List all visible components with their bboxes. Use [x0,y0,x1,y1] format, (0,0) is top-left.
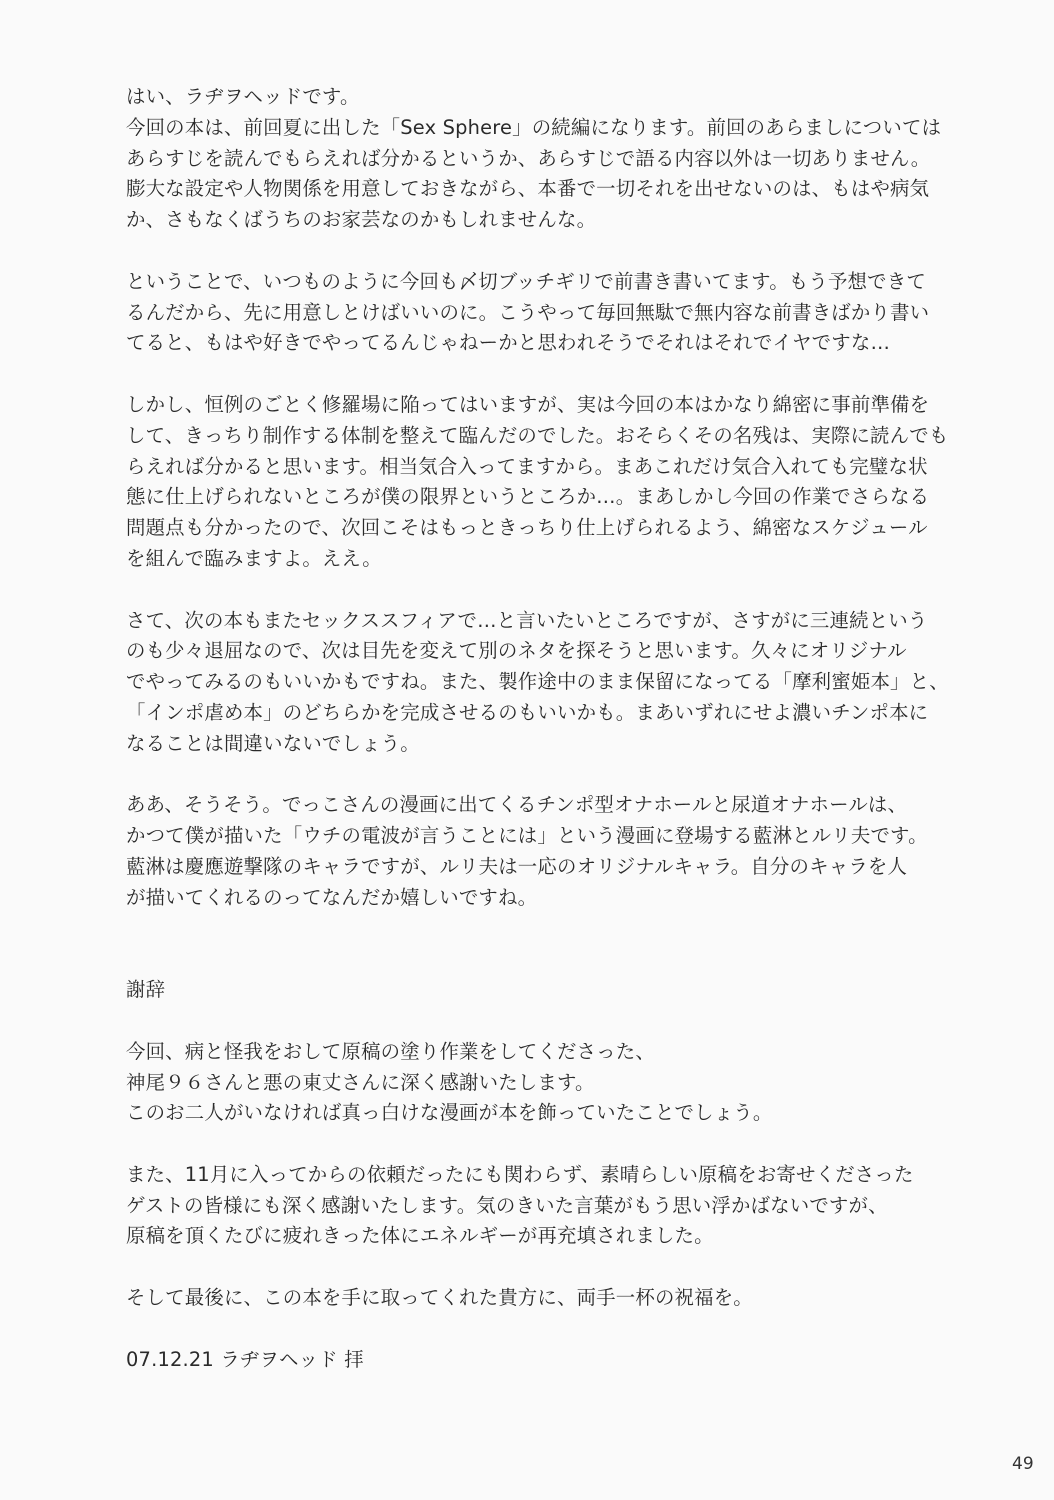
text-line: そして最後に、この本を手に取ってくれた貴方に、両手一杯の祝福を。 [126,1286,753,1310]
foreword-paragraph-5 [126,790,926,913]
text-line: か、さもなくばうちのお家芸なのかもしれませんな。 [126,208,597,232]
paragraph-gap [126,760,926,791]
text-line: 今回、病と怪我をおして原稿の塗り作業をしてくださった、 [126,1039,655,1063]
text-line: ああ、そうそう。でっこさんの漫画に出てくるチンポ型オナホールと尿道オナホールは、 [126,793,908,817]
text-line: ゲストの皆様にも深く感謝いたします。気のきいた言葉がもう思い浮かばないですが、 [126,1193,888,1217]
paragraph-gap [126,1314,926,1345]
afterword-text [126,82,949,1375]
text-line: てると、もはや好きでやってるんじゃねーかと思われそうでそれはそれでイヤですな… [126,331,891,355]
text-line: 藍淋は慶應遊撃隊のキャラですが、ルリ夫は一応のオリジナルキャラ。自分のキャラを人 [126,854,908,878]
foreword-paragraph-4 [126,606,949,760]
text-line: のも少々退屈なので、次は目先を変えて別のネタを探そうと思います。久々にオリジナル [126,639,907,663]
section-gap [126,914,926,976]
text-line: でやってみるのもいいかもですね。また、製作途中のまま保留になってる「摩利蜜姫本」と、 [126,670,949,694]
text-line: ということで、いつものように今回も〆切ブッチギリで前書き書いてます。もう予想できて [126,269,926,293]
acknowledgements-paragraph-1 [126,1037,926,1129]
text-line: なることは間違いないでしょう。 [126,731,420,755]
paragraph-gap [126,236,926,267]
acknowledgements-paragraph-2 [126,1160,926,1252]
foreword-paragraph-3 [126,390,949,575]
paragraph-gap [126,1252,926,1283]
text-line: また、11月に入ってからの依頼だったにも関わらず、素晴らしい原稿をお寄せくださった [126,1162,914,1186]
page-number: 49 [1012,1454,1034,1474]
text-line: を組んで臨みますよ。ええ。 [126,546,382,570]
text-line: 原稿を頂くたびに疲れきった体にエネルギーが再充填されました。 [126,1224,714,1248]
text-line: 「インポ虐め本」のどちらかを完成させるのもいいかも。まあいずれにせよ濃いチンポ本に [126,700,929,724]
acknowledgements-heading: 謝辞 [126,978,166,1002]
text-line: しかし、恒例のごとく修羅場に陥ってはいますが、実は今回の本はかなり綿密に事前準備を [126,392,930,416]
text-line: かつて僕が描いた「ウチの電波が言うことには」という漫画に登場する藍淋とルリ夫です。 [126,824,928,848]
text-line: 今回の本は、前回夏に出した「Sex Sphere」の続編になります。前回のあらましについては [126,115,942,139]
paragraph-gap [126,575,926,606]
text-line: はい、ラヂヲヘッドです。 [126,85,360,108]
text-line: して、きっちり制作する体制を整えて臨んだのでした。おそらくその名残は、実際に読んでも [126,423,949,447]
text-line: さて、次の本もまたセックススフィアで…と言いたいところですが、さすがに三連続という [126,608,928,632]
text-line: あらすじを読んでもらえれば分かるというか、あらすじで語る内容以外は一切ありません。 [126,146,931,170]
foreword-paragraph-1 [126,82,942,236]
signature: 07.12.21 ラヂヲヘッド 拝 [126,1347,364,1371]
paragraph-gap [126,359,926,390]
paragraph-gap [126,1006,926,1037]
text-line: るんだから、先に用意しとけばいいのに。こうやって毎回無駄で無内容な前書きばかり書い [126,300,930,324]
text-line: らえれば分かると思います。相当気合入ってますから。まあこれだけ気合入れても完璧な状 [126,454,928,478]
text-line: このお二人がいなければ真っ白けな漫画が本を飾っていたことでしょう。 [126,1101,773,1125]
paragraph-gap [126,1129,926,1160]
text-line: 膨大な設定や人物関係を用意しておきながら、本番で一切それを出せないのは、もはや病気 [126,177,930,201]
text-line: 問題点も分かったので、次回こそはもっときっちり仕上げられるよう、綿密なスケジュール [126,516,928,540]
acknowledgements-paragraph-3 [126,1283,926,1314]
text-line: が描いてくれるのってなんだか嬉しいですね。 [126,885,538,909]
foreword-paragraph-2 [126,267,930,359]
text-line: 態に仕上げられないところが僕の限界というところか…。まあしかし今回の作業でさらなる [126,485,930,509]
text-line: 神尾９６さんと悪の東丈さんに深く感謝いたします。 [126,1070,595,1094]
